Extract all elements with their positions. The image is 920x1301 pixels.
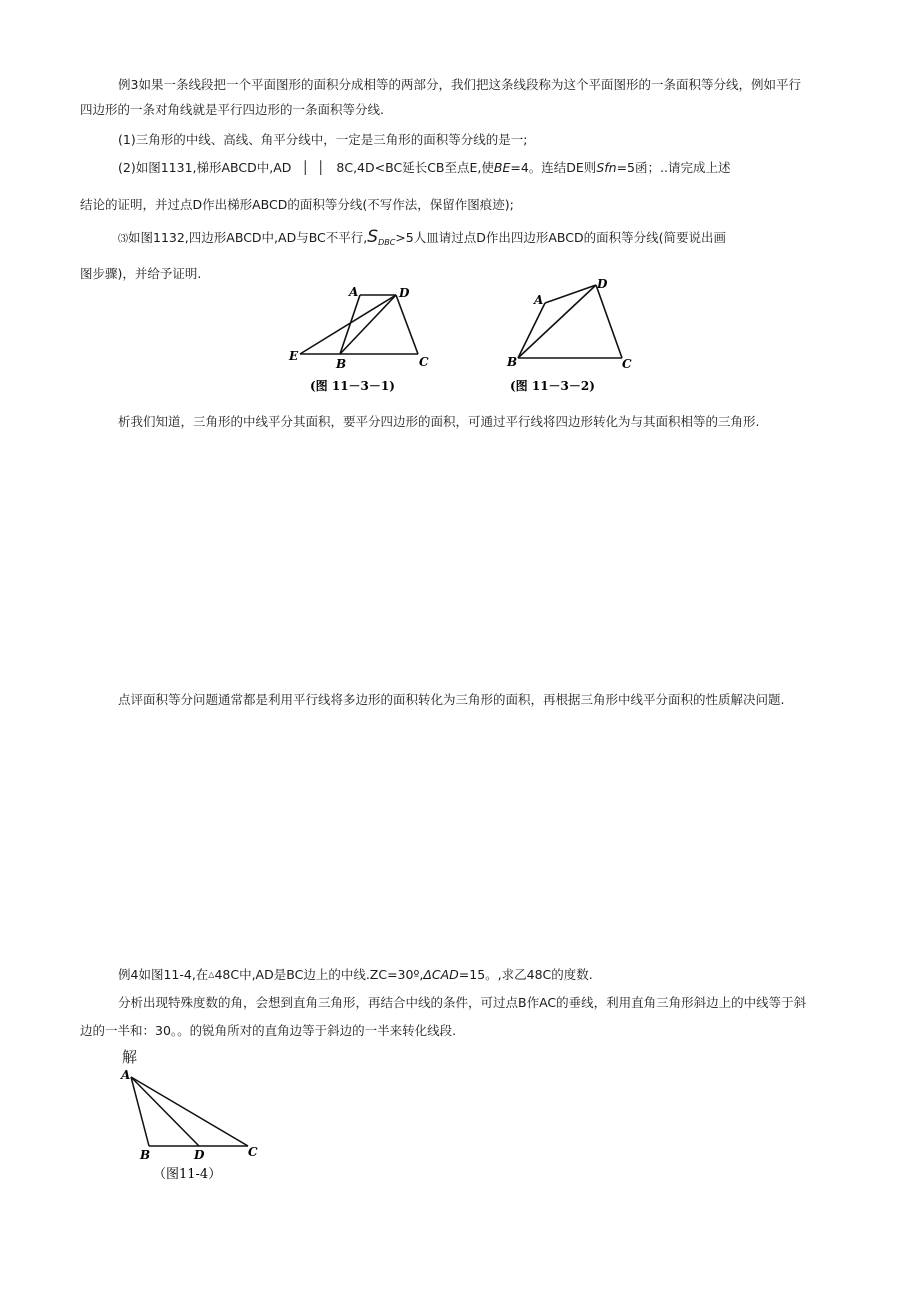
example3-comment: 点评面积等分问题通常都是利用平行线将多边形的面积转化为三角形的面积，再根据三角形中线平分面积的性质解决问题.	[118, 692, 785, 707]
segment-dc	[596, 285, 622, 358]
segment-ab	[340, 295, 360, 354]
example3-question-2	[118, 160, 730, 176]
label-d: D	[194, 1148, 205, 1162]
q2-part-c: =4。连结DE则	[510, 160, 597, 175]
q3-area-sub: DBC	[378, 238, 396, 247]
figure-11-3-1	[280, 282, 450, 397]
e4-cad: ΔCAD	[423, 967, 459, 982]
example4-analysis-line1: 分析出现特殊度数的角，会想到直角三角形，再结合中线的条件，可过点B作AC的垂线，利用直角三角形斜边上的中线等于斜	[118, 995, 807, 1010]
label-c: C	[622, 357, 632, 371]
label-c: C	[248, 1145, 258, 1159]
q3-area-s: S	[367, 227, 379, 247]
q3-part-b: >5人皿请过点D作出四边形ABCD的面积等分线(简要说出画	[395, 230, 726, 245]
example3-question-3-cont: 图步骤)，并给予证明.	[80, 266, 202, 281]
q2-part-d: =5函；..请完成上述	[616, 160, 731, 175]
figure-11-3-2	[500, 276, 640, 398]
segment-dc	[396, 295, 418, 354]
q3-part-a: 如图1132,四边形ABCD中,AD与BC不平行,	[128, 230, 368, 245]
label-b: B	[140, 1148, 151, 1162]
label-d: D	[597, 277, 608, 291]
example3-analysis: 析我们知道，三角形的中线平分其面积，要平分四边形的面积，可通过平行线将四边形转化为与其面积相等的三角形.	[118, 414, 760, 429]
label-b: B	[336, 357, 347, 371]
example3-question-3	[118, 229, 726, 251]
q2-part-b: 8C,4D<BC延长CB至点E,使	[336, 160, 494, 175]
example4-solution-label: 解	[122, 1048, 138, 1066]
segment-ad	[545, 285, 596, 303]
e4-part-c: =15。,求乙48C的度数.	[458, 967, 593, 982]
example4-analysis-line2: 边的一半和：30。。的锐角所对的直角边等于斜边的一半来转化线段.	[80, 1023, 457, 1038]
q2-be: BE	[493, 160, 511, 175]
e4-triangle: △	[208, 970, 215, 979]
label-a: A	[534, 293, 544, 307]
q2-sfn: Sfn	[596, 160, 617, 175]
label-d: D	[399, 286, 410, 300]
example4-problem	[118, 967, 593, 983]
caption-11-4: （图11-4）	[153, 1167, 222, 1182]
caption-11-3-2: (图 11－3－2)	[510, 379, 595, 393]
e4-part-a: 例4如图11-4,在	[118, 967, 209, 982]
segment-ab	[518, 303, 545, 358]
q2-part-a: (2)如图1131,梯形ABCD中,AD	[118, 160, 292, 175]
segment-ab	[131, 1077, 149, 1146]
example3-question-1: (1)三角形的中线、高线、角平分线中，一定是三角形的面积等分线的是一;	[118, 132, 528, 147]
example3-intro-line1: 例3如果一条线段把一个平面图形的面积分成相等的两部分，我们把这条线段称为这个平面图形的一条面积等分线，例如平行	[118, 77, 801, 92]
label-a: A	[349, 285, 359, 299]
parallel-bars: │ │	[301, 160, 327, 175]
label-c: C	[419, 355, 429, 369]
caption-11-3-1: (图 11－3－1)	[310, 379, 395, 393]
example3-question-2-cont: 结论的证明，并过点D作出梯形ABCD的面积等分线(不写作法，保留作图痕迹);	[80, 197, 514, 212]
label-e: E	[289, 349, 299, 363]
label-a: A	[121, 1068, 131, 1082]
e4-part-b: 48C中,AD是BC边上的中线.ZC=30º,	[214, 967, 424, 982]
example3-intro-line2: 四边形的一条对角线就是平行四边形的一条面积等分线.	[80, 102, 384, 117]
figure-11-4	[115, 1066, 275, 1188]
q3-number: ⑶	[118, 234, 128, 245]
label-b: B	[507, 355, 518, 369]
segment-bd	[518, 285, 596, 358]
